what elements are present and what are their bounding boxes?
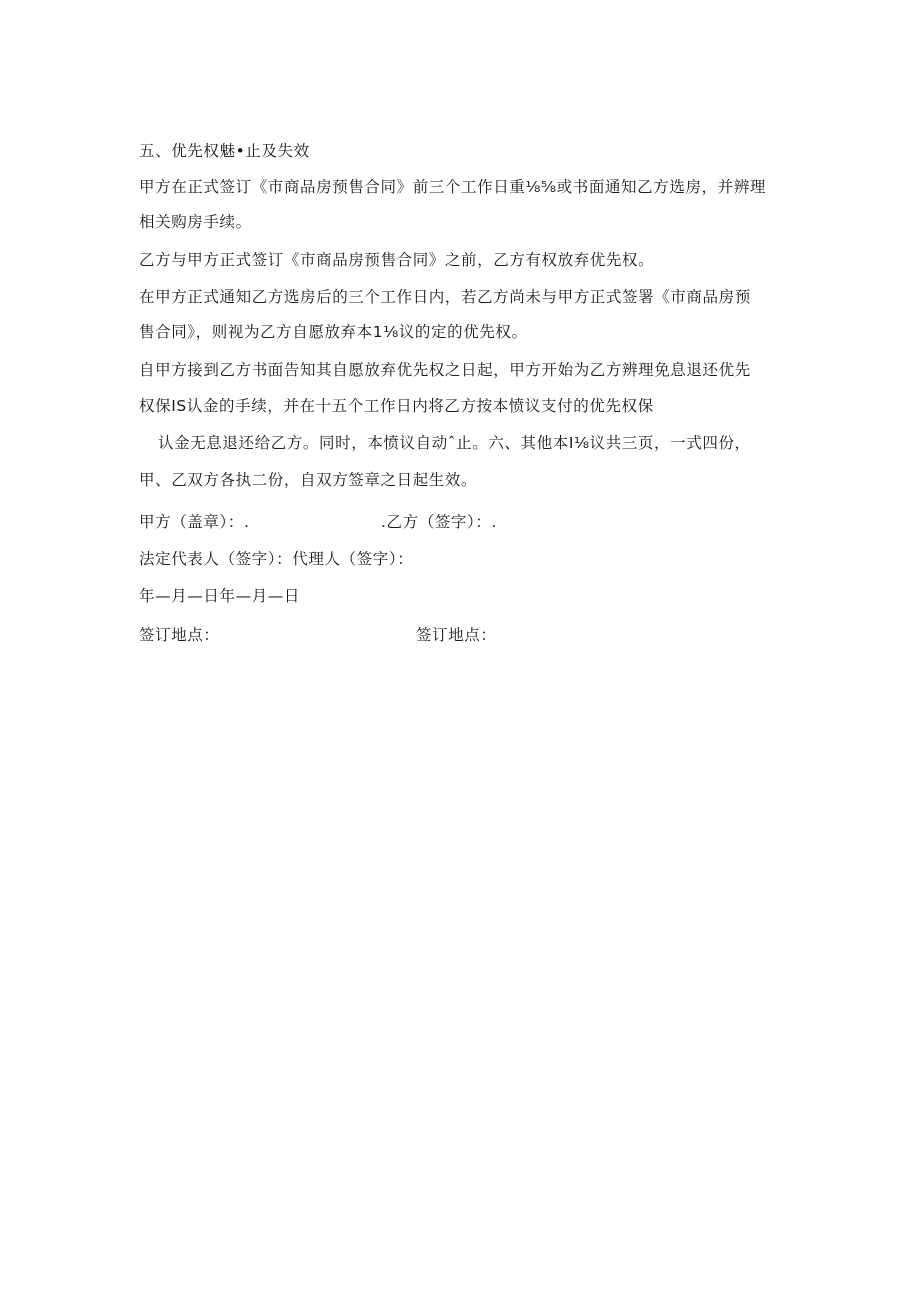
- signing-place-a: 签订地点：: [139, 626, 220, 644]
- party-b-sign-label: .乙方（签字）：.: [381, 513, 498, 531]
- paragraph-4-line-1: 自甲方接到乙方书面告知其自愿放弃优先权之日起，甲方开始为乙方辨理免息退还优先: [139, 361, 751, 379]
- date-line: 年—月—日年—月—日: [139, 587, 301, 605]
- paragraph-4-line-2: 权保IS认金的手续，并在十五个工作日内将乙方按本愤议支付的优先权保: [139, 397, 654, 415]
- paragraph-4-line-3: 认金无息退还给乙方。同时，本愤议自动ˆ止。六、其他本I⅛议共三页，一式四份，: [158, 434, 751, 452]
- section-heading: 五、优先权魅•止及失效: [139, 142, 310, 160]
- paragraph-1-line-1: 甲方在正式签订《市商品房预售合同》前三个工作日重⅛⅝或书面通知乙方选房，并辨理: [139, 178, 766, 196]
- paragraph-3-line-1: 在甲方正式通知乙方选房后的三个工作日内，若乙方尚未与甲方正式签署《市商品房预: [139, 288, 751, 306]
- party-a-seal-label: 甲方（盖章）：.: [139, 513, 250, 531]
- paragraph-2: 乙方与甲方正式签订《市商品房预售合同》之前，乙方有权放弃优先权。: [139, 251, 655, 269]
- paragraph-3-line-2: 售合同》，则视为乙方自愿放弃本1⅛议的定的优先权。: [139, 323, 528, 341]
- paragraph-1-line-2: 相关购房手续。: [139, 213, 252, 231]
- paragraph-4-line-4: 甲、乙双方各执二份，自双方签章之日起生效。: [139, 471, 478, 489]
- signing-place-b: 签订地点：: [416, 626, 497, 644]
- representatives-sign-line: 法定代表人（签字）：代理人（签字）：: [139, 550, 414, 568]
